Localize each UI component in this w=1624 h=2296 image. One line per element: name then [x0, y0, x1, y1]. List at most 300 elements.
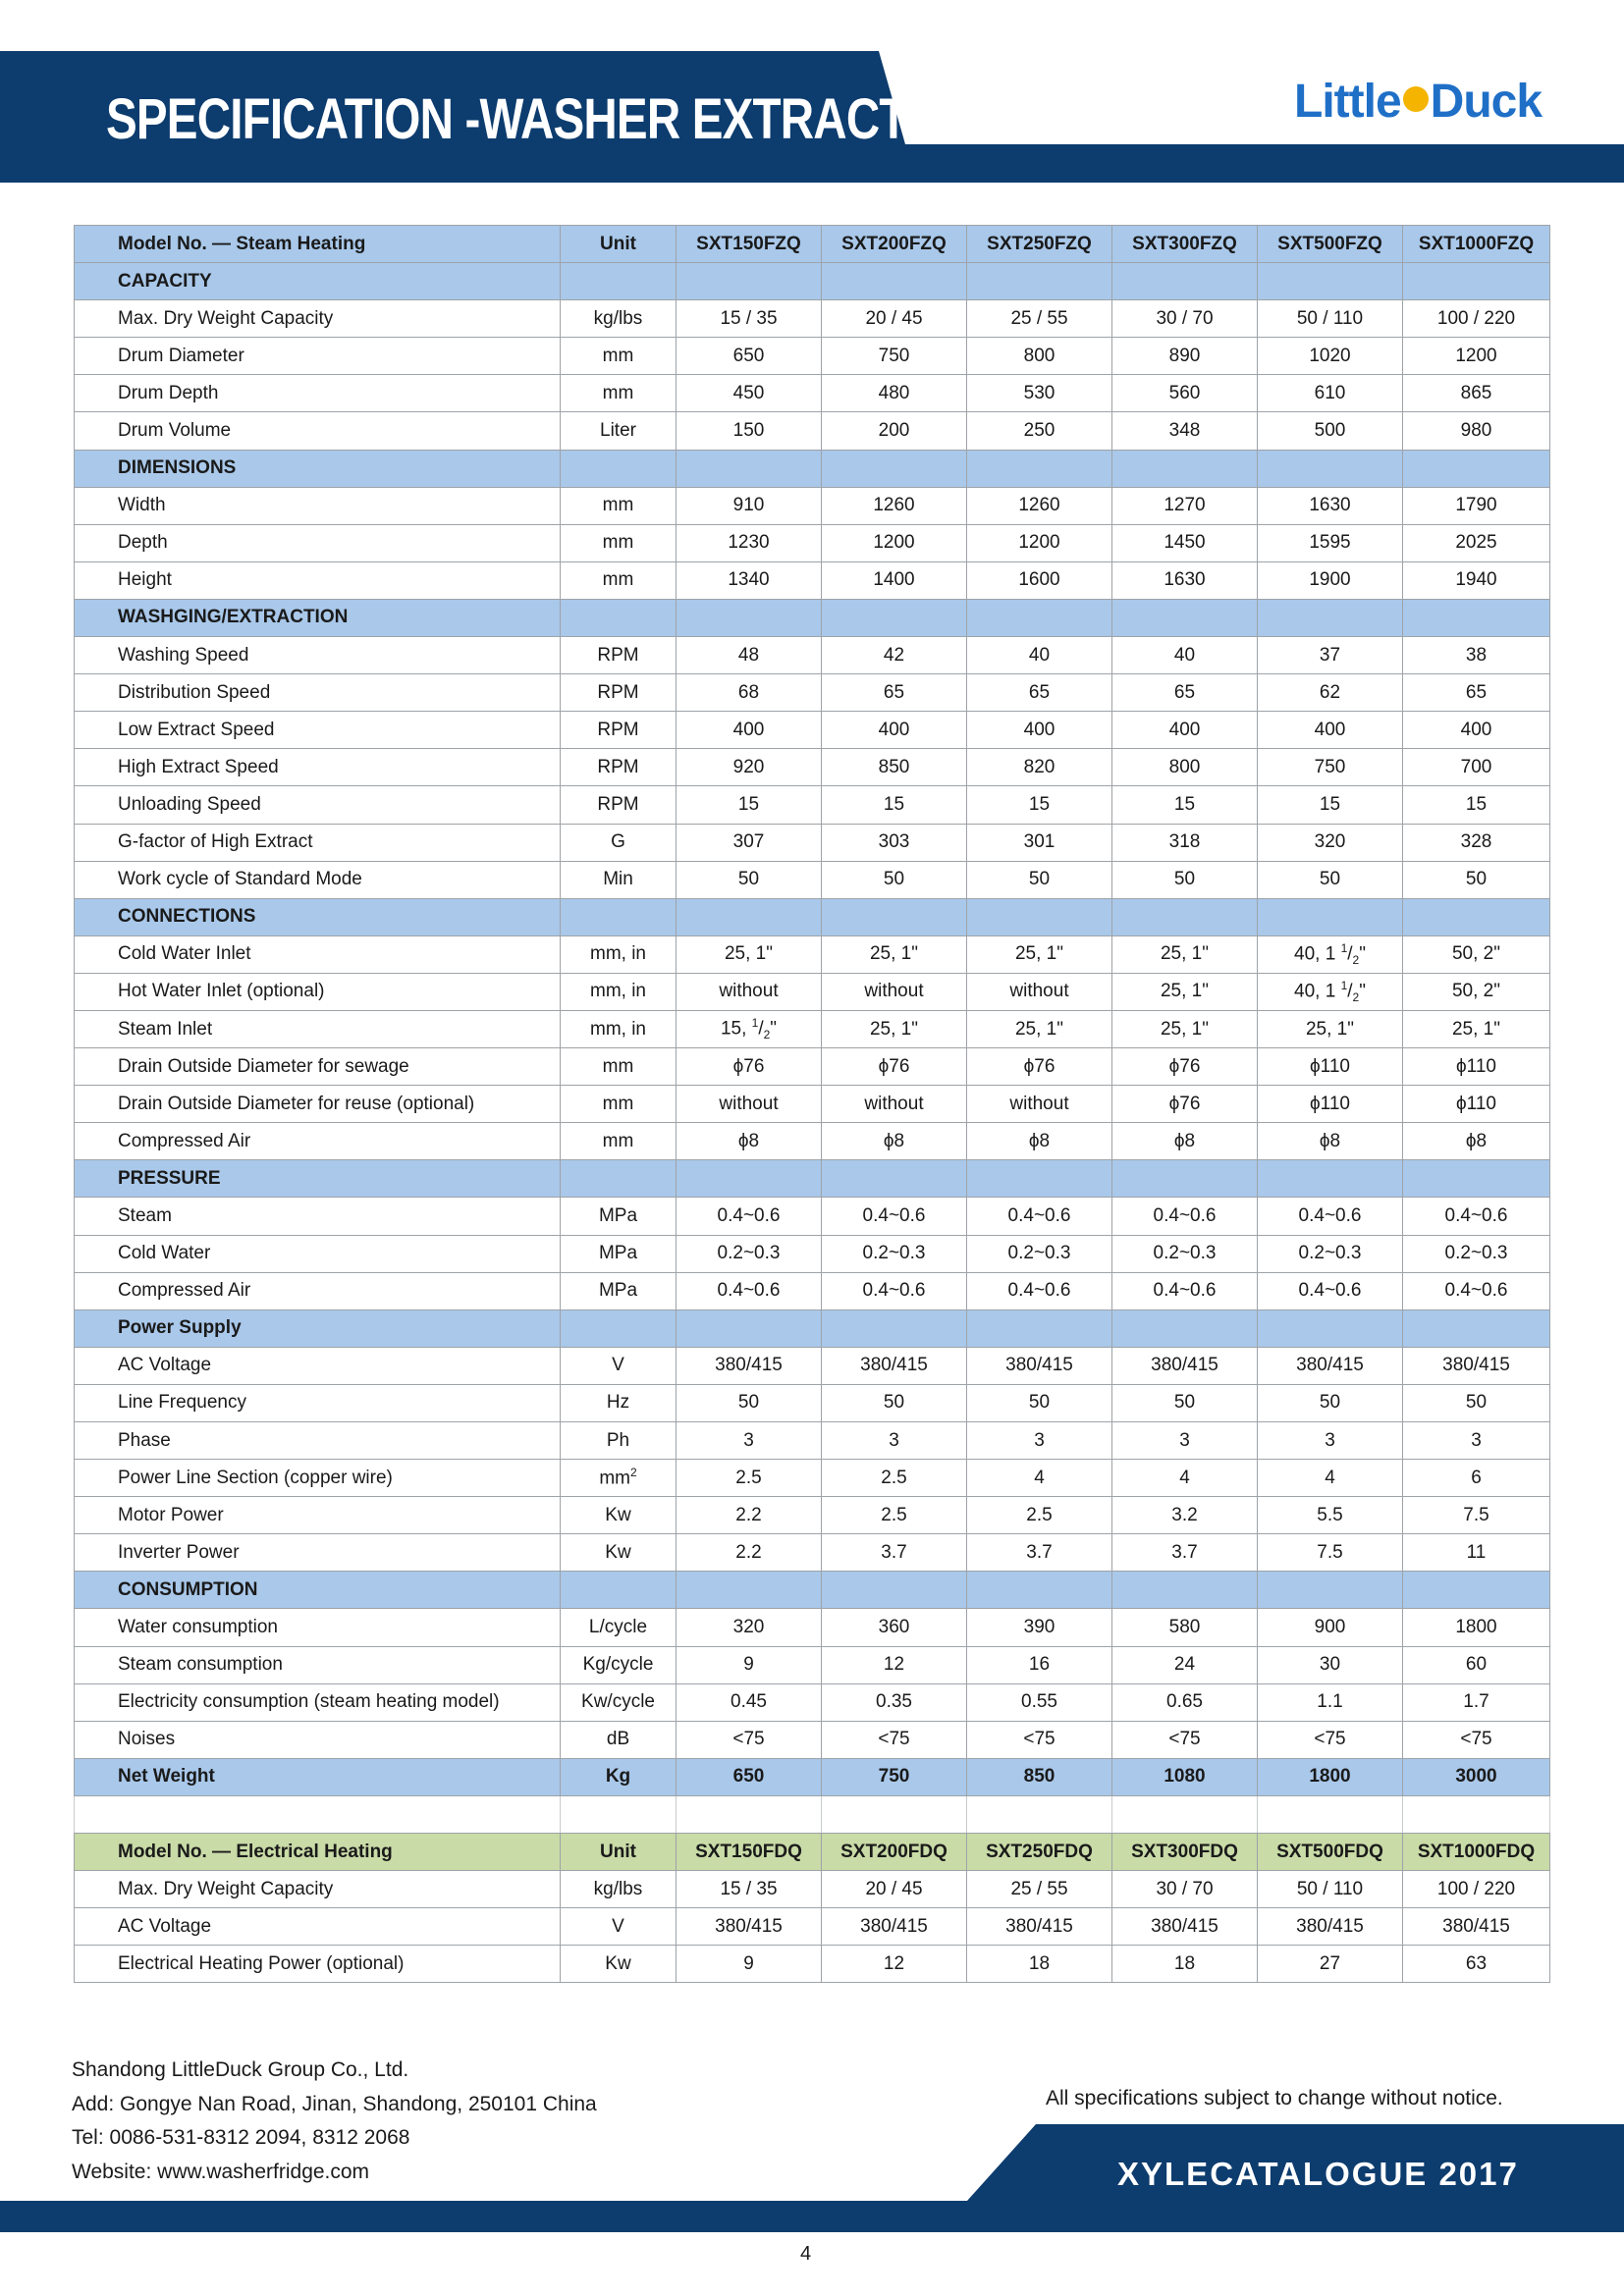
spec-value: 0.55 — [967, 1683, 1112, 1721]
spec-label: Steam consumption — [75, 1646, 561, 1683]
spec-value: 3.7 — [967, 1534, 1112, 1572]
spec-value: 7.5 — [1403, 1497, 1550, 1534]
spec-value: 380/415 — [1258, 1908, 1403, 1946]
table-row — [75, 1198, 1550, 1235]
spec-label: Depth — [75, 524, 561, 561]
table-row — [75, 637, 1550, 674]
spec-value: 750 — [822, 1758, 967, 1795]
spec-value: 380/415 — [1112, 1908, 1258, 1946]
table-row — [75, 375, 1550, 412]
spec-value: 0.2~0.3 — [967, 1235, 1112, 1272]
table-row — [75, 824, 1550, 861]
spec-unit: MPa — [561, 1272, 677, 1309]
spec-value: 800 — [1112, 749, 1258, 786]
spec-value: 320 — [677, 1609, 822, 1646]
spec-value: 25, 1" — [967, 935, 1112, 973]
spec-label: Distribution Speed — [75, 674, 561, 712]
spec-value: 865 — [1403, 375, 1550, 412]
spec-unit: RPM — [561, 674, 677, 712]
section-cell — [1258, 1572, 1403, 1609]
spec-value: 0.4~0.6 — [1403, 1272, 1550, 1309]
spec-value: 20 / 45 — [822, 1871, 967, 1908]
spacer-cell — [1403, 1795, 1550, 1833]
table-row — [75, 338, 1550, 375]
spacer-cell — [677, 1795, 822, 1833]
section-cell — [561, 898, 677, 935]
spec-value: 650 — [677, 1758, 822, 1795]
spec-value: 1080 — [1112, 1758, 1258, 1795]
spec-value: 400 — [1258, 712, 1403, 749]
spec-value: without — [967, 973, 1112, 1010]
section-cell — [967, 1309, 1112, 1347]
spec-unit: Kw — [561, 1497, 677, 1534]
section-cell — [1403, 1309, 1550, 1347]
section-title: CONSUMPTION — [75, 1572, 561, 1609]
spec-label: Phase — [75, 1422, 561, 1460]
spec-value: 50 — [1258, 1384, 1403, 1421]
spec-label: Compressed Air — [75, 1272, 561, 1309]
spec-value: 15 / 35 — [677, 1871, 822, 1908]
spec-value: 37 — [1258, 637, 1403, 674]
spec-value: without — [822, 973, 967, 1010]
spec-unit: $mm^2$ — [561, 1460, 677, 1497]
model-header: SXT250FZQ — [967, 226, 1112, 263]
spec-value: 530 — [967, 375, 1112, 412]
spec-unit: kg/lbs — [561, 300, 677, 338]
spec-value: 400 — [1112, 712, 1258, 749]
section-cell — [822, 450, 967, 487]
section-cell — [822, 1572, 967, 1609]
section-cell — [561, 263, 677, 300]
spec-value: 360 — [822, 1609, 967, 1646]
specification-table-body — [75, 226, 1550, 1983]
spec-unit: mm — [561, 1048, 677, 1086]
section-row-connections — [75, 898, 1550, 935]
spec-value: 48 — [677, 637, 822, 674]
section-cell — [677, 263, 822, 300]
model-header: SXT250FDQ — [967, 1834, 1112, 1871]
spec-value: 0.4~0.6 — [822, 1198, 967, 1235]
spec-value: 50 — [1112, 861, 1258, 898]
spec-value: 400 — [822, 712, 967, 749]
section-cell — [677, 599, 822, 636]
spec-value: 1200 — [967, 524, 1112, 561]
section-cell — [1112, 1572, 1258, 1609]
spec-unit: Kw — [561, 1946, 677, 1983]
spec-value: 2.5 — [822, 1497, 967, 1534]
spec-value: 400 — [967, 712, 1112, 749]
spec-value: 38 — [1403, 637, 1550, 674]
spec-value: 610 — [1258, 375, 1403, 412]
spec-value: 25, 1" — [1112, 935, 1258, 973]
electric-table-header-row — [75, 1834, 1550, 1871]
spec-value: 25, 1" — [1258, 1010, 1403, 1047]
model-header: SXT500FDQ — [1258, 1834, 1403, 1871]
spec-value: ϕ76 — [1112, 1086, 1258, 1123]
section-cell — [1258, 263, 1403, 300]
section-cell — [677, 1572, 822, 1609]
table-row — [75, 1086, 1550, 1123]
spec-value: 0.4~0.6 — [1403, 1198, 1550, 1235]
spec-value: 25, 1" — [822, 935, 967, 973]
spec-value: 1020 — [1258, 338, 1403, 375]
spec-label: Power Line Section (copper wire) — [75, 1460, 561, 1497]
spec-value: 0.45 — [677, 1683, 822, 1721]
spec-unit: V — [561, 1347, 677, 1384]
steam-table-header-row — [75, 226, 1550, 263]
unit-header: Unit — [561, 1834, 677, 1871]
spec-value: 25, 1" — [1112, 973, 1258, 1010]
spec-value: 0.4~0.6 — [967, 1272, 1112, 1309]
spec-value: <75 — [1403, 1721, 1550, 1758]
duck-icon — [1403, 86, 1429, 112]
spec-value: 50 — [1258, 861, 1403, 898]
spec-value: 303 — [822, 824, 967, 861]
spec-value: 3.7 — [1112, 1534, 1258, 1572]
spec-value: ϕ8 — [967, 1123, 1112, 1160]
spec-value: 12 — [822, 1946, 967, 1983]
section-cell — [1258, 599, 1403, 636]
section-title: DIMENSIONS — [75, 450, 561, 487]
spec-value: 700 — [1403, 749, 1550, 786]
spec-value: 15 — [1112, 786, 1258, 824]
spec-value: 920 — [677, 749, 822, 786]
section-cell — [677, 898, 822, 935]
spec-unit: mm — [561, 487, 677, 524]
spec-value: 380/415 — [967, 1347, 1112, 1384]
spec-unit: MPa — [561, 1235, 677, 1272]
table-row — [75, 1235, 1550, 1272]
spec-label: Net Weight — [75, 1758, 561, 1795]
spec-value: 1200 — [1403, 338, 1550, 375]
spec-value: 850 — [967, 1758, 1112, 1795]
spec-value: 50, 2" — [1403, 935, 1550, 973]
spec-value: 0.35 — [822, 1683, 967, 1721]
company-phone: Tel: 0086-531-8312 2094, 8312 2068 — [72, 2126, 410, 2149]
spec-unit: mm, in — [561, 1010, 677, 1047]
model-header: SXT1000FZQ — [1403, 226, 1550, 263]
spec-value: 301 — [967, 824, 1112, 861]
section-cell — [1258, 898, 1403, 935]
spec-value: 4 — [1112, 1460, 1258, 1497]
spec-label: Cold Water Inlet — [75, 935, 561, 973]
company-website: Website: www.washerfridge.com — [72, 2160, 370, 2183]
spec-value: 0.2~0.3 — [677, 1235, 822, 1272]
spec-value: 380/415 — [822, 1347, 967, 1384]
spec-unit: mm — [561, 375, 677, 412]
spec-value: 1400 — [822, 561, 967, 599]
spec-value: 380/415 — [1403, 1347, 1550, 1384]
table-row — [75, 487, 1550, 524]
spec-value: 348 — [1112, 412, 1258, 450]
spec-value: <75 — [1112, 1721, 1258, 1758]
table-row — [75, 1534, 1550, 1572]
spec-value: 7.5 — [1258, 1534, 1403, 1572]
spec-value: 390 — [967, 1609, 1112, 1646]
section-title: CONNECTIONS — [75, 898, 561, 935]
spec-value: 9 — [677, 1946, 822, 1983]
spec-value: 27 — [1258, 1946, 1403, 1983]
spec-label: Max. Dry Weight Capacity — [75, 1871, 561, 1908]
spec-unit: G — [561, 824, 677, 861]
table-row — [75, 1758, 1550, 1795]
spec-value: 3.7 — [822, 1534, 967, 1572]
spec-value: 250 — [967, 412, 1112, 450]
spec-label: Inverter Power — [75, 1534, 561, 1572]
section-cell — [561, 1309, 677, 1347]
spec-value: 0.4~0.6 — [967, 1198, 1112, 1235]
spec-value: 380/415 — [1112, 1347, 1258, 1384]
spec-value: 50 — [1403, 1384, 1550, 1421]
spec-value: 1.1 — [1258, 1683, 1403, 1721]
spec-value: 150 — [677, 412, 822, 450]
specification-table — [74, 225, 1550, 1983]
spacer-cell — [75, 1795, 561, 1833]
spec-label: Drain Outside Diameter for reuse (optional) — [75, 1086, 561, 1123]
spec-value: 1.7 — [1403, 1683, 1550, 1721]
spec-value: 3 — [677, 1422, 822, 1460]
spec-value: 11 — [1403, 1534, 1550, 1572]
spec-value: 50 — [677, 861, 822, 898]
spec-value: 307 — [677, 824, 822, 861]
spec-label: Steam — [75, 1198, 561, 1235]
spec-value: 4 — [967, 1460, 1112, 1497]
spec-value: 0.4~0.6 — [1258, 1272, 1403, 1309]
table-row — [75, 786, 1550, 824]
model-header: SXT150FZQ — [677, 226, 822, 263]
spec-label: Drum Diameter — [75, 338, 561, 375]
section-title: CAPACITY — [75, 263, 561, 300]
spec-value: <75 — [822, 1721, 967, 1758]
section-cell — [967, 1160, 1112, 1198]
section-cell — [1112, 1309, 1258, 1347]
spec-value: 450 — [677, 375, 822, 412]
spec-value: 50, 2" — [1403, 973, 1550, 1010]
spec-value: 380/415 — [1403, 1908, 1550, 1946]
logo-text-little: Little — [1294, 76, 1401, 128]
spec-value: 1800 — [1403, 1609, 1550, 1646]
model-header: SXT300FZQ — [1112, 226, 1258, 263]
table-row — [75, 973, 1550, 1010]
spec-value: 850 — [822, 749, 967, 786]
section-cell — [1112, 1160, 1258, 1198]
spec-value: 40, 1 $^1/_2$" — [1258, 973, 1403, 1010]
spec-value: 3 — [822, 1422, 967, 1460]
spec-label: Noises — [75, 1721, 561, 1758]
table-row — [75, 1871, 1550, 1908]
spec-value: ϕ110 — [1258, 1086, 1403, 1123]
spec-value: 15 / 35 — [677, 300, 822, 338]
section-cell — [561, 1572, 677, 1609]
spec-unit: mm, in — [561, 973, 677, 1010]
spec-unit: Kg — [561, 1758, 677, 1795]
spec-value: 50 — [822, 861, 967, 898]
section-cell — [1112, 599, 1258, 636]
change-notice: All specifications subject to change without notice. — [1046, 2087, 1503, 2109]
spec-value: 980 — [1403, 412, 1550, 450]
section-cell — [1403, 450, 1550, 487]
spec-value: 2.2 — [677, 1497, 822, 1534]
spec-value: 0.4~0.6 — [1112, 1198, 1258, 1235]
spec-label: Compressed Air — [75, 1123, 561, 1160]
section-cell — [677, 1160, 822, 1198]
spec-value: 318 — [1112, 824, 1258, 861]
table-row — [75, 1347, 1550, 1384]
spec-value: 2.5 — [967, 1497, 1112, 1534]
spec-value: 15 — [822, 786, 967, 824]
section-cell — [967, 599, 1112, 636]
model-header: SXT200FDQ — [822, 1834, 967, 1871]
spec-value: ϕ76 — [967, 1048, 1112, 1086]
spec-value: 1270 — [1112, 487, 1258, 524]
spec-value: 30 / 70 — [1112, 300, 1258, 338]
table-row — [75, 1384, 1550, 1421]
spec-value: 1260 — [822, 487, 967, 524]
spec-value: 500 — [1258, 412, 1403, 450]
spec-value: 3 — [967, 1422, 1112, 1460]
table-row — [75, 300, 1550, 338]
spec-value: 400 — [677, 712, 822, 749]
spec-value: 15 — [967, 786, 1112, 824]
spacer-cell — [1112, 1795, 1258, 1833]
brand-logo — [1294, 75, 1542, 129]
spec-value: 15 — [677, 786, 822, 824]
spec-value: 2025 — [1403, 524, 1550, 561]
spec-value: ϕ8 — [822, 1123, 967, 1160]
spec-value: 25 / 55 — [967, 300, 1112, 338]
spec-unit: RPM — [561, 786, 677, 824]
table-row — [75, 861, 1550, 898]
spec-label: Unloading Speed — [75, 786, 561, 824]
section-cell — [967, 450, 1112, 487]
spec-unit: mm — [561, 561, 677, 599]
spec-value: 890 — [1112, 338, 1258, 375]
table-row — [75, 1646, 1550, 1683]
spec-label: G-factor of High Extract — [75, 824, 561, 861]
spec-value: 15 — [1403, 786, 1550, 824]
table-row — [75, 712, 1550, 749]
spec-value: ϕ76 — [822, 1048, 967, 1086]
spec-value: 2.2 — [677, 1534, 822, 1572]
spec-value: 50 — [1112, 1384, 1258, 1421]
spec-value: 65 — [1403, 674, 1550, 712]
section-cell — [1258, 1309, 1403, 1347]
spec-value: 1230 — [677, 524, 822, 561]
spec-value: 910 — [677, 487, 822, 524]
spec-label: Width — [75, 487, 561, 524]
spec-value: 18 — [967, 1946, 1112, 1983]
logo-text-duck: Duck — [1430, 76, 1543, 128]
spec-value: 3.2 — [1112, 1497, 1258, 1534]
spec-unit: mm, in — [561, 935, 677, 973]
spec-value: without — [967, 1086, 1112, 1123]
spec-value: 9 — [677, 1646, 822, 1683]
table-row — [75, 749, 1550, 786]
spacer-cell — [1258, 1795, 1403, 1833]
spec-value: 15 — [1258, 786, 1403, 824]
spec-value: 1260 — [967, 487, 1112, 524]
table-row — [75, 1123, 1550, 1160]
spec-value: ϕ8 — [1258, 1123, 1403, 1160]
spec-value: 380/415 — [1258, 1347, 1403, 1384]
section-cell — [1403, 898, 1550, 935]
spec-unit: Ph — [561, 1422, 677, 1460]
spec-unit: Kw/cycle — [561, 1683, 677, 1721]
section-row-pressure — [75, 1160, 1550, 1198]
spec-value: 50 — [677, 1384, 822, 1421]
table-row — [75, 1497, 1550, 1534]
spec-value: 18 — [1112, 1946, 1258, 1983]
model-header: SXT200FZQ — [822, 226, 967, 263]
spec-value: 1450 — [1112, 524, 1258, 561]
spec-value: 1200 — [822, 524, 967, 561]
section-cell — [561, 450, 677, 487]
table-row — [75, 935, 1550, 973]
spec-value: 380/415 — [822, 1908, 967, 1946]
spec-label: Washing Speed — [75, 637, 561, 674]
table-row — [75, 1908, 1550, 1946]
table-row — [75, 1010, 1550, 1047]
spec-value: 16 — [967, 1646, 1112, 1683]
spec-label: Steam Inlet — [75, 1010, 561, 1047]
section-cell — [1258, 1160, 1403, 1198]
spec-value: 63 — [1403, 1946, 1550, 1983]
spec-value: ϕ110 — [1403, 1086, 1550, 1123]
spec-value: 1600 — [967, 561, 1112, 599]
table-row — [75, 561, 1550, 599]
spec-label: Drum Volume — [75, 412, 561, 450]
spec-value: 15, $^1/_2$" — [677, 1010, 822, 1047]
spec-value: 6 — [1403, 1460, 1550, 1497]
spec-value: 1630 — [1112, 561, 1258, 599]
spec-label: Hot Water Inlet (optional) — [75, 973, 561, 1010]
spec-unit: kg/lbs — [561, 1871, 677, 1908]
spec-label: Cold Water — [75, 1235, 561, 1272]
company-address: Add: Gongye Nan Road, Jinan, Shandong, 250101 China — [72, 2092, 597, 2115]
spec-unit: dB — [561, 1721, 677, 1758]
spec-value: <75 — [677, 1721, 822, 1758]
spec-unit: MPa — [561, 1198, 677, 1235]
section-cell — [677, 450, 822, 487]
spec-value: 2.5 — [822, 1460, 967, 1497]
spec-value: 50 — [1403, 861, 1550, 898]
spec-value: 1595 — [1258, 524, 1403, 561]
spec-value: 100 / 220 — [1403, 300, 1550, 338]
page-title: SPECIFICATION -WASHER EXTRACTOR — [106, 87, 975, 151]
spec-value: 750 — [822, 338, 967, 375]
spec-label: Work cycle of Standard Mode — [75, 861, 561, 898]
section-cell — [822, 1309, 967, 1347]
section-cell — [1403, 599, 1550, 636]
spec-label: Electrical Heating Power (optional) — [75, 1946, 561, 1983]
unit-header: Unit — [561, 226, 677, 263]
spec-value: 68 — [677, 674, 822, 712]
spec-value: 25, 1" — [822, 1010, 967, 1047]
spacer-cell — [822, 1795, 967, 1833]
spec-label: AC Voltage — [75, 1908, 561, 1946]
spec-value: ϕ76 — [677, 1048, 822, 1086]
spec-unit: L/cycle — [561, 1609, 677, 1646]
section-title: WASHGING/EXTRACTION — [75, 599, 561, 636]
spec-value: 50 — [967, 861, 1112, 898]
spec-unit: mm — [561, 1086, 677, 1123]
spec-label: Line Frequency — [75, 1384, 561, 1421]
spec-value: 100 / 220 — [1403, 1871, 1550, 1908]
spec-unit: RPM — [561, 637, 677, 674]
spec-value: ϕ110 — [1403, 1048, 1550, 1086]
spec-value: 650 — [677, 338, 822, 375]
section-row-dimensions — [75, 450, 1550, 487]
